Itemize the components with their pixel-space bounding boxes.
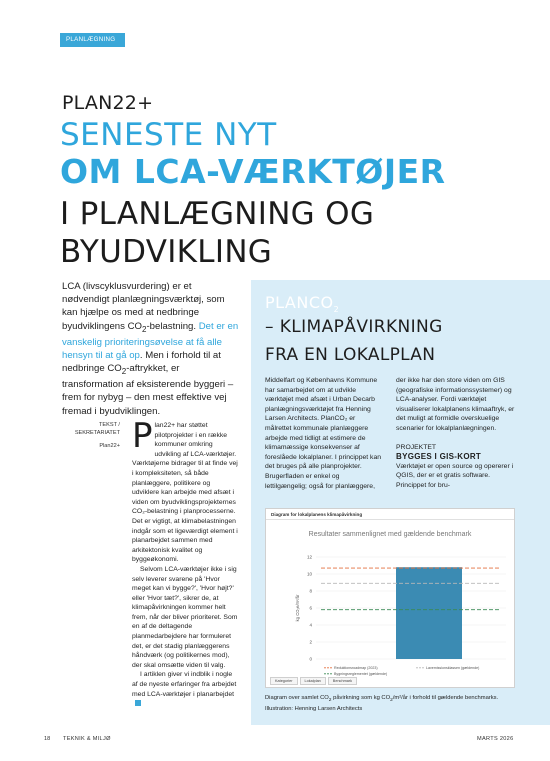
y-tick-label: 4 <box>309 622 312 628</box>
factbox-column-1: Middelfart og Københavns Kommune har samarbejdet om at udvikle værktøjet med afsæt i Urban Decarb planlægningsværktøjet fra Henning Larsen Architects. PlanCO₂ er målrettet kommunale planlæggere arbejde med tidligt at estimere de klimamæssige konsekvenser af foreslåede lokalplaner. I princippet kan det bruges på alle planprojekter. Brugerfladen er enkel og lettilgængelig; også for planlæggere, <box>265 377 381 490</box>
factbox-title-a-sub: 2 <box>333 305 340 315</box>
y-tick-label: 10 <box>306 571 312 577</box>
article-body <box>132 416 239 709</box>
chart-panel <box>265 508 515 688</box>
chart-tabs <box>270 677 357 685</box>
magazine-name: TEKNIK & MILJØ <box>63 736 111 742</box>
caption-text-2: påvirkning som kg CO <box>331 695 391 701</box>
lede-sub-1: 2 <box>142 324 147 334</box>
article-paragraph-3-text: I artiklen giver vi indblik i nogle af de nyeste erfaringer fra arbejdet med LCA-værktøjer i planarbejdet <box>132 671 237 698</box>
factbox-column-2-text-b: Værktøjet er open source og opererer i QGIS, der er et gratis software. Princippet for bru- <box>396 462 514 489</box>
lede-text-1: LCA (livscyklusvurdering) er et nødvendigt planlægningsværktøj, som kan hjælpe os med at nedbringe byudviklingens CO <box>62 281 225 332</box>
factbox-title-c: FRA EN LOKALPLAN <box>265 345 436 365</box>
issue-date: MARTS 2026 <box>477 736 514 742</box>
chart-title: Resultater sammenlignet med gældende benchmark <box>308 531 472 538</box>
lede <box>62 280 240 418</box>
caption-credit: Illustration: Henning Larsen Architects <box>265 706 363 713</box>
figure-caption <box>265 694 535 713</box>
lede-text-2: -belastning. <box>146 320 199 332</box>
caption-text-1: Diagram over samlet CO <box>265 695 329 701</box>
y-tick-label: 6 <box>309 605 312 611</box>
y-axis-label: kg CO₂e/m²/år <box>295 594 300 622</box>
chart-tab[interactable]: Benchmark <box>328 677 357 685</box>
byline-label: TEKST / SEKRETARIATET <box>74 422 120 436</box>
page-footer <box>0 736 550 748</box>
y-tick-label: 0 <box>309 656 312 662</box>
chart-tab[interactable]: Kategorier <box>270 677 298 685</box>
byline <box>62 421 120 450</box>
legend-label: Lavemissionsklassen (gældende) <box>426 666 480 670</box>
caption-text-3: /m²/år i forhold til gældende benchmarks. <box>392 695 499 701</box>
caption-sub-2: 2 <box>390 698 393 704</box>
factbox-column-2 <box>396 376 518 491</box>
chart-tab[interactable]: Lokalplan <box>300 677 326 685</box>
factbox-subheading-1: PROJEKTET <box>396 443 437 451</box>
headline-line-2: OM LCA-VÆRKTØJER <box>60 152 446 191</box>
kicker: PLAN22+ <box>62 92 154 114</box>
lede-text-3: . Men i forhold til at nedbringe CO <box>62 349 221 375</box>
article-paragraph-1-text: lan22+ har støttet pilotprojekter i en række kommuner omkring udvikling af LCA-værktøjer. Værktøjerne bidrager til at finde vej i kompleksiteten, så både planlæggere, politikere og udviklere kan arbejde med afsæt i viden om byudviklingsprojekternes CO₂-belastning i planprocesserne. Det er vigtigt, at klimabelastningen indgår som et ligeværdigt element i planarbejdet sammen med arkitektonisk kvalitet og byggeøkonomi. <box>132 422 238 564</box>
lede-sub-2: 2 <box>121 367 127 377</box>
lede-text-4: -aftrykket, er transformation af eksisterende byggeri – frem for nybyg – den mest effektive vej fremad i byudviklingen. <box>62 363 234 417</box>
chart-svg <box>266 509 516 689</box>
factbox-column-2-text: der ikke har den store viden om GIS (geografiske informationssystemer) og LCA-analyser. Fordi værktøjet visualiserer lokalplanens klimaaftryk, er det muligt at formidle overskuelige scenarier for lokalplanlægningen. <box>396 377 515 432</box>
chart-header: Diagram for lokalplanens klimapåvirkning <box>266 509 514 520</box>
legend-label: Bygningsreglementet (gældende) <box>334 672 388 676</box>
factbox-title-a-text: PLANCO <box>265 293 334 312</box>
article-paragraph-1 <box>132 416 239 565</box>
end-mark-icon <box>135 700 141 706</box>
caption-sub-1: 2 <box>328 698 332 704</box>
lede-highlight: Det er en vanskelig prioriteringsøvelse at få alle hensyn til at gå op <box>62 320 239 361</box>
factbox-subheading-2: BYGGES I GIS-KORT <box>396 452 482 462</box>
article-paragraph-2: Selvom LCA-værktøjer ikke i sig selv leverer svarene på 'Hvor meget kan vi bygge?', 'Hvor højt?' eller 'Hvor tæt?', sikrer de, at klimapåvirkningen kommer helt frem, når der bliver prioriteret. Som en af de deltagende planmedarbejdere har formuleret det, er det stadig planlæggerens håndværk (og politikernes mod), der skal omsætte viden til valg. <box>132 565 238 669</box>
byline-name: Plan22+ <box>99 443 120 449</box>
headline-line-3: I PLANLÆGNING OG BYUDVIKLING <box>60 196 375 270</box>
bar <box>396 567 462 659</box>
factbox-title-b: – KLIMAPÅVIRKNING <box>265 317 443 337</box>
page-number: 18 <box>44 736 51 742</box>
section-tag: PLANLÆGNING <box>60 33 125 47</box>
y-tick-label: 2 <box>309 639 312 645</box>
legend-label: Reduktionsroadmap (2023) <box>334 666 378 670</box>
dropcap: P <box>132 416 153 456</box>
article-paragraph-3 <box>132 670 239 708</box>
factbox-title-a <box>265 293 339 314</box>
y-tick-label: 12 <box>306 554 312 560</box>
y-tick-label: 8 <box>309 588 312 594</box>
headline-line-1: SENESTE NYT <box>60 117 277 153</box>
